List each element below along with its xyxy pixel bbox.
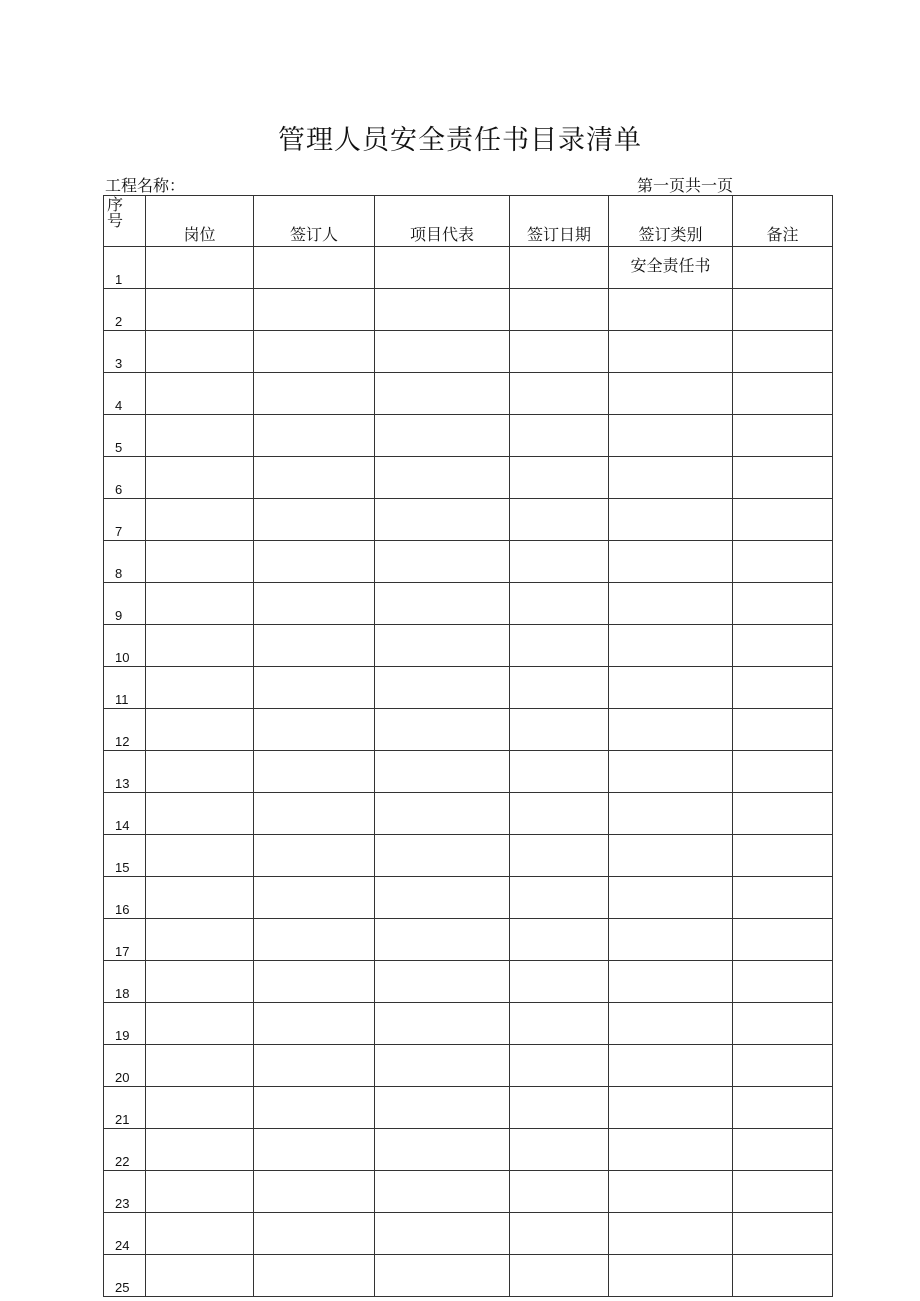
cell-seq: 25	[104, 1255, 146, 1297]
cell-seq: 23	[104, 1171, 146, 1213]
header-sign-type: 签订类别	[609, 196, 733, 247]
header-signer: 签订人	[254, 196, 375, 247]
cell-sign-type	[609, 1255, 733, 1297]
cell-project-rep	[375, 1003, 510, 1045]
cell-remarks	[733, 709, 833, 751]
cell-project-rep	[375, 1045, 510, 1087]
cell-project-rep	[375, 1087, 510, 1129]
cell-position	[146, 583, 254, 625]
cell-sign-date	[510, 247, 609, 289]
table-row	[104, 499, 833, 541]
cell-sign-date	[510, 415, 609, 457]
cell-sign-date	[510, 1171, 609, 1213]
cell-remarks	[733, 835, 833, 877]
cell-position	[146, 877, 254, 919]
cell-signer	[254, 1003, 375, 1045]
cell-project-rep	[375, 541, 510, 583]
cell-position	[146, 793, 254, 835]
cell-sign-type	[609, 415, 733, 457]
table-row	[104, 961, 833, 1003]
header-project-rep: 项目代表	[375, 196, 510, 247]
cell-remarks	[733, 1003, 833, 1045]
table-row	[104, 373, 833, 415]
cell-seq: 4	[104, 373, 146, 415]
cell-project-rep	[375, 289, 510, 331]
cell-sign-date	[510, 793, 609, 835]
cell-signer	[254, 919, 375, 961]
cell-seq: 16	[104, 877, 146, 919]
cell-sign-type	[609, 373, 733, 415]
cell-remarks	[733, 583, 833, 625]
cell-remarks	[733, 331, 833, 373]
table-row	[104, 709, 833, 751]
cell-seq: 18	[104, 961, 146, 1003]
cell-sign-type: 安全责任书	[609, 247, 733, 289]
cell-project-rep	[375, 499, 510, 541]
cell-sign-date	[510, 877, 609, 919]
table-row	[104, 457, 833, 499]
cell-project-rep	[375, 1213, 510, 1255]
table-body	[104, 247, 833, 1297]
table-row	[104, 1213, 833, 1255]
cell-project-rep	[375, 961, 510, 1003]
cell-seq: 7	[104, 499, 146, 541]
cell-sign-type	[609, 667, 733, 709]
cell-seq: 17	[104, 919, 146, 961]
table-row	[104, 919, 833, 961]
table-row	[104, 793, 833, 835]
cell-position	[146, 751, 254, 793]
cell-position	[146, 415, 254, 457]
header-remarks: 备注	[733, 196, 833, 247]
cell-remarks	[733, 667, 833, 709]
cell-signer	[254, 625, 375, 667]
cell-sign-type	[609, 1171, 733, 1213]
table-row	[104, 1255, 833, 1297]
cell-sign-date	[510, 961, 609, 1003]
page-number-info: 第一页共一页	[637, 176, 734, 195]
cell-position	[146, 1087, 254, 1129]
cell-project-rep	[375, 793, 510, 835]
cell-seq: 2	[104, 289, 146, 331]
cell-project-rep	[375, 247, 510, 289]
cell-seq: 24	[104, 1213, 146, 1255]
cell-sign-type	[609, 1129, 733, 1171]
cell-signer	[254, 373, 375, 415]
cell-sign-type	[609, 751, 733, 793]
cell-seq: 19	[104, 1003, 146, 1045]
cell-signer	[254, 961, 375, 1003]
cell-position	[146, 961, 254, 1003]
cell-position	[146, 331, 254, 373]
cell-remarks	[733, 457, 833, 499]
cell-signer	[254, 1213, 375, 1255]
cell-position	[146, 1045, 254, 1087]
cell-remarks	[733, 793, 833, 835]
cell-sign-type	[609, 1045, 733, 1087]
cell-sign-date	[510, 1003, 609, 1045]
cell-signer	[254, 457, 375, 499]
cell-remarks	[733, 919, 833, 961]
cell-seq: 5	[104, 415, 146, 457]
header-seq-line2: 号	[107, 211, 124, 230]
cell-seq: 14	[104, 793, 146, 835]
cell-sign-date	[510, 583, 609, 625]
cell-position	[146, 625, 254, 667]
table-row	[104, 667, 833, 709]
cell-seq: 22	[104, 1129, 146, 1171]
table-header	[104, 196, 833, 247]
cell-remarks	[733, 625, 833, 667]
cell-sign-type	[609, 835, 733, 877]
cell-remarks	[733, 1045, 833, 1087]
cell-sign-type	[609, 499, 733, 541]
cell-sign-date	[510, 457, 609, 499]
table-row	[104, 1045, 833, 1087]
cell-position	[146, 541, 254, 583]
cell-seq: 11	[104, 667, 146, 709]
cell-position	[146, 1255, 254, 1297]
cell-sign-date	[510, 1087, 609, 1129]
cell-sign-date	[510, 499, 609, 541]
cell-project-rep	[375, 373, 510, 415]
cell-sign-type	[609, 1003, 733, 1045]
cell-seq: 15	[104, 835, 146, 877]
cell-sign-date	[510, 289, 609, 331]
cell-remarks	[733, 499, 833, 541]
cell-signer	[254, 1087, 375, 1129]
cell-remarks	[733, 877, 833, 919]
cell-seq: 6	[104, 457, 146, 499]
cell-remarks	[733, 415, 833, 457]
cell-seq: 10	[104, 625, 146, 667]
table-row	[104, 331, 833, 373]
table-row	[104, 415, 833, 457]
cell-seq: 3	[104, 331, 146, 373]
cell-remarks	[733, 1213, 833, 1255]
cell-signer	[254, 751, 375, 793]
table-row	[104, 625, 833, 667]
cell-signer	[254, 1129, 375, 1171]
header-position: 岗位	[146, 196, 254, 247]
cell-sign-date	[510, 1213, 609, 1255]
cell-sign-date	[510, 835, 609, 877]
project-name-label: 工程名称：	[105, 176, 186, 195]
cell-signer	[254, 667, 375, 709]
cell-sign-date	[510, 625, 609, 667]
cell-position	[146, 457, 254, 499]
cell-signer	[254, 1255, 375, 1297]
cell-signer	[254, 499, 375, 541]
cell-remarks	[733, 247, 833, 289]
cell-signer	[254, 877, 375, 919]
cell-sign-type	[609, 793, 733, 835]
cell-position	[146, 1129, 254, 1171]
cell-seq: 8	[104, 541, 146, 583]
cell-remarks	[733, 541, 833, 583]
cell-signer	[254, 289, 375, 331]
table-row	[104, 877, 833, 919]
cell-project-rep	[375, 877, 510, 919]
cell-position	[146, 1003, 254, 1045]
cell-sign-date	[510, 751, 609, 793]
table-row	[104, 1171, 833, 1213]
cell-remarks	[733, 961, 833, 1003]
cell-sign-type	[609, 1213, 733, 1255]
table-row	[104, 541, 833, 583]
cell-project-rep	[375, 415, 510, 457]
cell-project-rep	[375, 751, 510, 793]
cell-seq: 21	[104, 1087, 146, 1129]
cell-remarks	[733, 751, 833, 793]
cell-seq: 1	[104, 247, 146, 289]
cell-sign-type	[609, 919, 733, 961]
cell-position	[146, 1213, 254, 1255]
cell-signer	[254, 1171, 375, 1213]
cell-remarks	[733, 1129, 833, 1171]
cell-project-rep	[375, 1129, 510, 1171]
cell-sign-date	[510, 919, 609, 961]
table-row	[104, 247, 833, 289]
cell-remarks	[733, 1087, 833, 1129]
header-sign-date: 签订日期	[510, 196, 609, 247]
cell-sign-date	[510, 1129, 609, 1171]
cell-sign-type	[609, 1087, 733, 1129]
cell-remarks	[733, 289, 833, 331]
cell-sign-date	[510, 331, 609, 373]
cell-seq: 12	[104, 709, 146, 751]
cell-sign-type	[609, 709, 733, 751]
page-title: 管理人员安全责任书目录清单	[278, 125, 642, 156]
cell-signer	[254, 709, 375, 751]
cell-sign-type	[609, 583, 733, 625]
cell-signer	[254, 331, 375, 373]
header-row	[104, 196, 833, 247]
cell-sign-date	[510, 541, 609, 583]
cell-position	[146, 667, 254, 709]
cell-project-rep	[375, 625, 510, 667]
cell-remarks	[733, 373, 833, 415]
cell-project-rep	[375, 919, 510, 961]
cell-signer	[254, 835, 375, 877]
header-seq-line1: 序	[107, 195, 124, 214]
cell-sign-date	[510, 373, 609, 415]
cell-signer	[254, 541, 375, 583]
table-row	[104, 751, 833, 793]
cell-seq: 9	[104, 583, 146, 625]
cell-project-rep	[375, 583, 510, 625]
cell-project-rep	[375, 1171, 510, 1213]
table-row	[104, 1087, 833, 1129]
cell-sign-type	[609, 541, 733, 583]
cell-sign-type	[609, 457, 733, 499]
cell-project-rep	[375, 835, 510, 877]
cell-sign-type	[609, 625, 733, 667]
cell-sign-date	[510, 1255, 609, 1297]
cell-sign-date	[510, 709, 609, 751]
cell-sign-type	[609, 331, 733, 373]
cell-position	[146, 835, 254, 877]
cell-signer	[254, 1045, 375, 1087]
cell-sign-type	[609, 961, 733, 1003]
table-row	[104, 1129, 833, 1171]
cell-position	[146, 289, 254, 331]
cell-project-rep	[375, 1255, 510, 1297]
cell-remarks	[733, 1255, 833, 1297]
cell-project-rep	[375, 457, 510, 499]
cell-sign-date	[510, 1045, 609, 1087]
cell-position	[146, 499, 254, 541]
cell-position	[146, 919, 254, 961]
register-table	[103, 195, 833, 1297]
cell-sign-type	[609, 289, 733, 331]
cell-signer	[254, 793, 375, 835]
cell-seq: 20	[104, 1045, 146, 1087]
cell-sign-date	[510, 667, 609, 709]
cell-project-rep	[375, 709, 510, 751]
table-row	[104, 583, 833, 625]
cell-signer	[254, 247, 375, 289]
table-row	[104, 835, 833, 877]
cell-project-rep	[375, 667, 510, 709]
cell-position	[146, 1171, 254, 1213]
cell-signer	[254, 415, 375, 457]
cell-project-rep	[375, 331, 510, 373]
cell-seq: 13	[104, 751, 146, 793]
cell-remarks	[733, 1171, 833, 1213]
cell-signer	[254, 583, 375, 625]
table-row	[104, 1003, 833, 1045]
cell-position	[146, 247, 254, 289]
header-seq	[104, 196, 146, 247]
cell-position	[146, 373, 254, 415]
cell-sign-type	[609, 877, 733, 919]
cell-position	[146, 709, 254, 751]
table-row	[104, 289, 833, 331]
